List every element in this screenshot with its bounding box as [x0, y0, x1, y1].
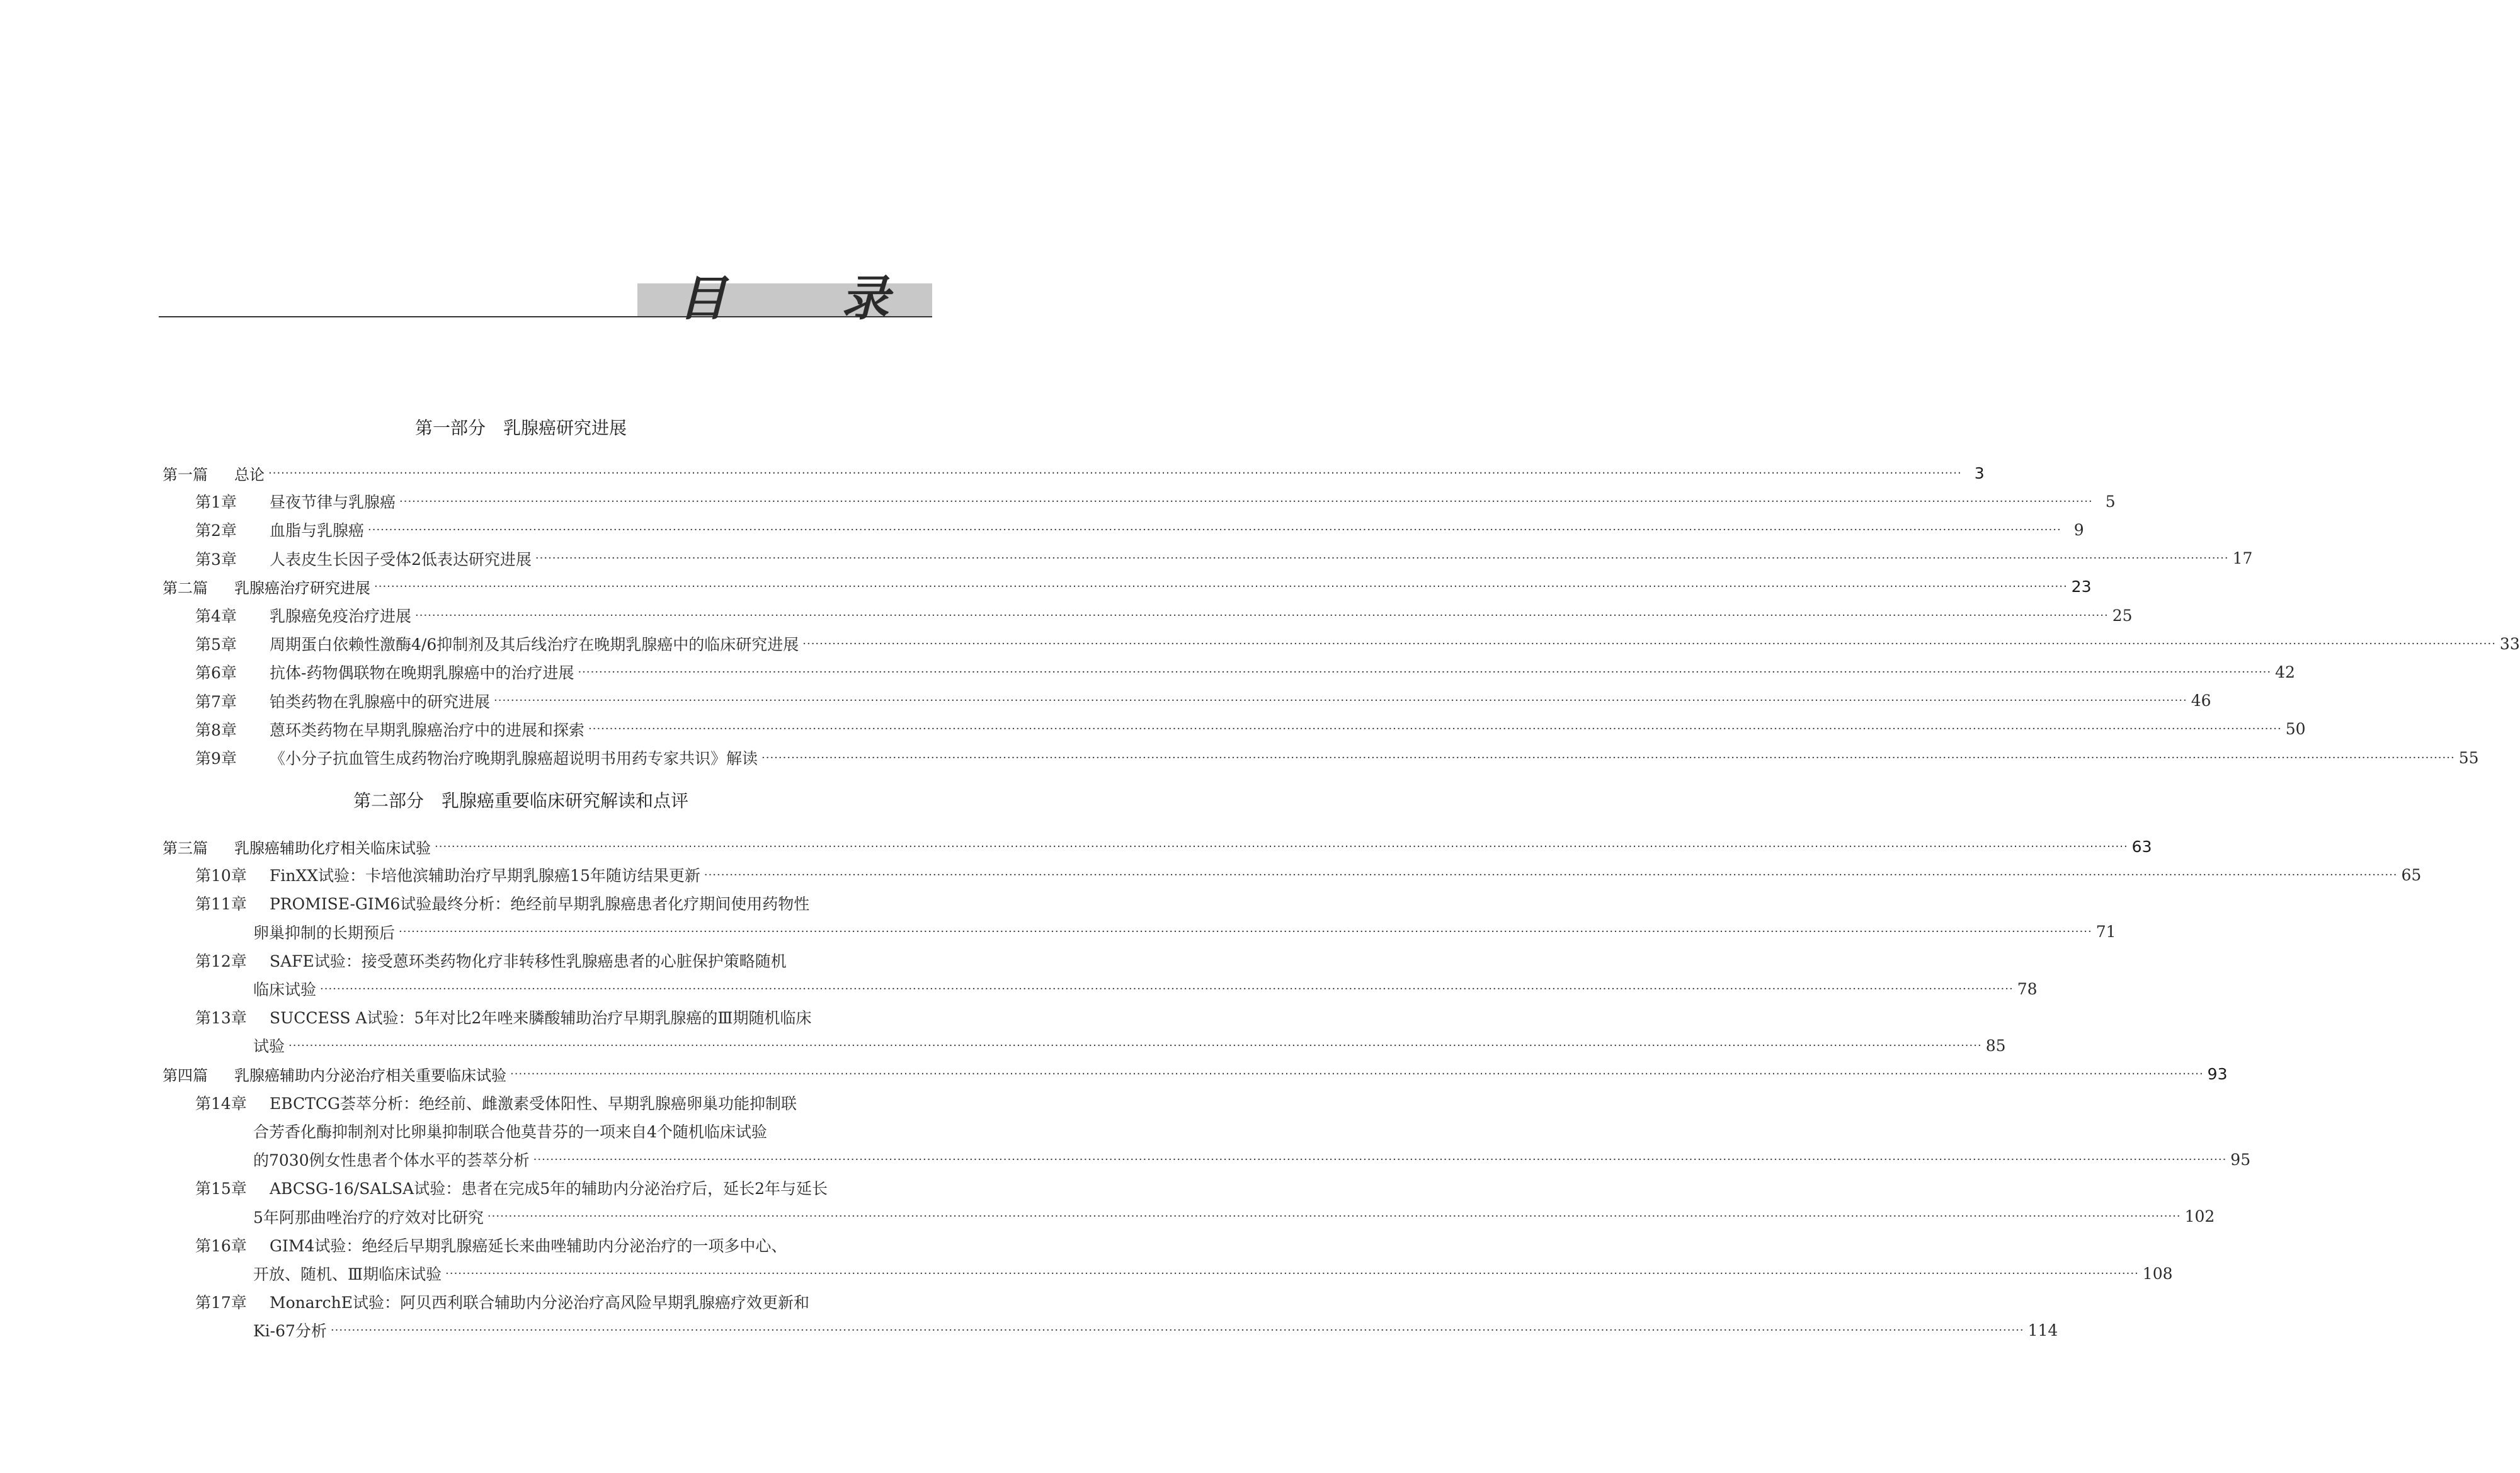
dot-leader: ················································································································································································································································································································································································································ [761, 751, 2455, 765]
toc-entry-label: 第7章 [195, 692, 237, 711]
dot-leader: ················································································································································································································································································································································································································ [288, 1038, 1982, 1052]
toc-continuation-row[interactable] [179, 1032, 2006, 1059]
toc-page-number: 102 [2184, 1207, 2215, 1226]
toc-entry-label: 第5章 [195, 635, 237, 654]
toc-entry-label: 第12章 [195, 952, 247, 970]
toc-chapter-row[interactable] [179, 1003, 949, 1031]
toc-chapter-row[interactable] [179, 658, 2295, 686]
toc-entry-label: 第四篇 [162, 1067, 208, 1085]
toc-entry-label: 第三篇 [162, 839, 208, 857]
dot-leader: ················································································································································································································································································································································································································ [330, 1323, 2024, 1337]
dot-leader: ················································································································································································································································································································································································································ [435, 839, 2128, 853]
toc-page-number: 93 [2207, 1065, 2228, 1084]
toc-entry-title: 乳腺癌辅助化疗相关临床试验 [234, 839, 431, 857]
toc-section-row[interactable] [162, 833, 2152, 860]
toc-page-number: 46 [2191, 691, 2211, 710]
toc-chapter-row[interactable] [179, 715, 2306, 743]
toc-entry-title: SAFE试验：接受蒽环类药物化疗非转移性乳腺癌患者的心脏保护策略随机 [270, 952, 787, 970]
dot-leader: ················································································································································································································································································································································································································ [535, 552, 2229, 566]
toc-entry-title: EBCTCG荟萃分析：绝经前、雌激素受体阳性、早期乳腺癌卵巢功能抑制联 [270, 1094, 797, 1113]
toc-chapter-row[interactable] [179, 630, 2520, 657]
dot-leader: ················································································································································································································································································································································································································ [704, 868, 2398, 882]
toc-entry-title: 开放、随机、Ⅲ期临床试验 [253, 1265, 442, 1283]
toc-page-number: 23 [2071, 577, 2092, 596]
toc-entry-title: 血脂与乳腺癌 [270, 521, 365, 540]
toc-page-number: 78 [2017, 979, 2038, 998]
toc-chapter-row[interactable] [179, 744, 2479, 771]
dot-leader: ················································································································································································································································································································································································································ [533, 1152, 2227, 1166]
page-title: 目 录 [678, 270, 938, 326]
toc-page-number: 9 [2073, 520, 2084, 539]
toc-chapter-row[interactable] [179, 947, 949, 974]
toc-chapter-row[interactable] [179, 861, 2422, 889]
toc-entry-label: 第10章 [195, 867, 247, 885]
toc-page-number: 3 [1974, 464, 1985, 482]
toc-entry-title: 铂类药物在乳腺癌中的研究进展 [270, 692, 491, 711]
toc-entry-title: FinXX试验：卡培他滨辅助治疗早期乳腺癌15年随访结果更新 [270, 867, 700, 885]
toc-entry-title: 总论 [234, 465, 265, 484]
toc-page-number: 33 [2499, 634, 2520, 653]
toc-page-number: 85 [1985, 1036, 2006, 1055]
toc-entry-label: 第17章 [195, 1294, 247, 1312]
dot-leader: ················································································································································································································································································································································································································ [268, 466, 1962, 480]
toc-continuation-row[interactable] [179, 1117, 949, 1145]
toc-entry-title: 昼夜节律与乳腺癌 [270, 493, 396, 512]
toc-entry-label: 第9章 [195, 749, 237, 768]
toc-section-row[interactable] [162, 459, 1985, 487]
toc-page-number: 95 [2230, 1150, 2251, 1169]
toc-entry-title: 临床试验 [253, 981, 317, 999]
toc-entry-title: 5年阿那曲唑治疗的疗效对比研究 [253, 1208, 484, 1227]
dot-leader: ················································································································································································································································································································································································································ [445, 1266, 2139, 1280]
toc-chapter-row[interactable] [179, 516, 2084, 543]
toc-page-number: 114 [2027, 1321, 2058, 1339]
toc-entry-title: SUCCESS A试验：5年对比2年唑来膦酸辅助治疗早期乳腺癌的Ⅲ期随机临床 [270, 1009, 812, 1028]
toc-chapter-row[interactable] [179, 545, 2253, 572]
dot-leader: ················································································································································································································································································································································································································ [578, 665, 2272, 679]
toc-page-number: 5 [2105, 492, 2116, 511]
toc-chapter-row[interactable] [179, 1231, 949, 1259]
dot-leader: ················································································································································································································································································································································································································ [588, 722, 2282, 736]
toc-page-number: 17 [2232, 549, 2253, 568]
toc-chapter-row[interactable] [179, 601, 2133, 629]
toc-entry-label: 第13章 [195, 1009, 247, 1028]
toc-continuation-row[interactable] [179, 1146, 2251, 1173]
toc-entry-title: 乳腺癌免疫治疗进展 [270, 607, 412, 625]
toc-entry-title: 抗体-药物偶联物在晚期乳腺癌中的治疗进展 [270, 664, 574, 683]
toc-entry-label: 第4章 [195, 607, 237, 625]
dot-leader: ················································································································································································································································································································································································································ [368, 523, 2061, 537]
toc-entry-title: 卵巢抑制的长期预后 [253, 923, 396, 942]
toc-section-row[interactable] [162, 573, 2092, 601]
dot-leader: ················································································································································································································································································································································································································ [320, 982, 2014, 996]
dot-leader: ················································································································································································································································································································································································································ [494, 694, 2187, 708]
dot-leader: ················································································································································································································································································································································································································ [415, 608, 2109, 622]
dot-leader: ················································································································································································································································································································································································································ [510, 1067, 2204, 1081]
toc-entry-label: 第16章 [195, 1236, 247, 1255]
toc-entry-label: 第1章 [195, 493, 237, 512]
toc-entry-title: 的7030例女性患者个体水平的荟萃分析 [253, 1151, 530, 1170]
toc-continuation-row[interactable] [179, 918, 2116, 946]
toc-entry-label: 第一篇 [162, 465, 208, 484]
toc-page-number: 42 [2275, 663, 2295, 681]
toc-entry-label: 第8章 [195, 720, 237, 739]
toc-section-row[interactable] [162, 1061, 2228, 1088]
dot-leader: ················································································································································································································································································································································································································ [399, 925, 2092, 939]
toc-page-number: 50 [2285, 720, 2306, 739]
toc-page-number: 55 [2458, 748, 2479, 767]
dot-leader: ················································································································································································································································································································································································································ [802, 637, 2496, 651]
toc-entry-title: PROMISE-GIM6试验最终分析：绝经前早期乳腺癌患者化疗期间使用药物性 [270, 895, 810, 914]
toc-entry-label: 第14章 [195, 1094, 247, 1113]
toc-entry-label: 第二篇 [162, 579, 208, 598]
toc-page-number: 25 [2112, 606, 2133, 625]
toc-entry-title: MonarchE试验：阿贝西利联合辅助内分泌治疗高风险早期乳腺癌疗效更新和 [270, 1294, 809, 1312]
toc-continuation-row[interactable] [179, 1260, 2173, 1287]
toc-entry-title: ABCSG-16/SALSA试验：患者在完成5年的辅助内分泌治疗后，延长2年与延长 [270, 1180, 828, 1198]
toc-entry-title: 乳腺癌辅助内分泌治疗相关重要临床试验 [234, 1067, 506, 1085]
toc-chapter-row[interactable] [179, 1288, 949, 1316]
toc-page-number: 63 [2131, 837, 2152, 856]
toc-page-number: 65 [2401, 865, 2422, 884]
toc-chapter-row[interactable] [179, 1089, 949, 1117]
toc-chapter-row[interactable] [179, 1174, 949, 1202]
toc-entry-title: 乳腺癌治疗研究进展 [234, 579, 370, 598]
toc-entry-title: 《小分子抗血管生成药物治疗晚期乳腺癌超说明书用药专家共识》解读 [270, 749, 758, 768]
dot-leader: ················································································································································································································································································································································································································ [374, 580, 2068, 594]
toc-entry-title: 周期蛋白依赖性激酶4/6抑制剂及其后线治疗在晚期乳腺癌中的临床研究进展 [270, 635, 799, 654]
toc-chapter-row[interactable] [179, 487, 2116, 515]
toc-chapter-row[interactable] [179, 687, 2211, 715]
toc-entry-title: 合芳香化酶抑制剂对比卵巢抑制联合他莫昔芬的一项来自4个随机临床试验 [253, 1123, 767, 1141]
toc-page-number: 108 [2142, 1264, 2173, 1283]
toc-chapter-row[interactable] [179, 889, 949, 917]
toc-entry-label: 第15章 [195, 1180, 247, 1198]
toc-continuation-row[interactable] [179, 1316, 2058, 1344]
toc-entry-title: 试验 [253, 1037, 285, 1056]
dot-leader: ················································································································································································································································································································································································································ [487, 1210, 2181, 1224]
part-heading: 第二部分 乳腺癌重要临床研究解读和点评 [353, 790, 688, 811]
toc-entry-title: 蒽环类药物在早期乳腺癌治疗中的进展和探索 [270, 720, 585, 739]
dot-leader: ················································································································································································································································································································································································································ [399, 494, 2093, 508]
part-heading: 第一部分 乳腺癌研究进展 [414, 418, 627, 438]
toc-entry-title: Ki-67分析 [253, 1322, 327, 1341]
toc-entry-label: 第11章 [195, 895, 247, 914]
toc-continuation-row[interactable] [179, 975, 2038, 1003]
toc-continuation-row[interactable] [179, 1203, 2215, 1231]
toc-entry-title: 人表皮生长因子受体2低表达研究进展 [270, 550, 532, 569]
toc-entry-label: 第6章 [195, 664, 237, 683]
toc-page-number: 71 [2095, 923, 2116, 941]
toc-entry-title: GIM4试验：绝经后早期乳腺癌延长来曲唑辅助内分泌治疗的一项多中心、 [270, 1236, 787, 1255]
toc-title-block [159, 270, 938, 326]
toc-entry-label: 第3章 [195, 550, 237, 569]
toc-entry-label: 第2章 [195, 521, 237, 540]
